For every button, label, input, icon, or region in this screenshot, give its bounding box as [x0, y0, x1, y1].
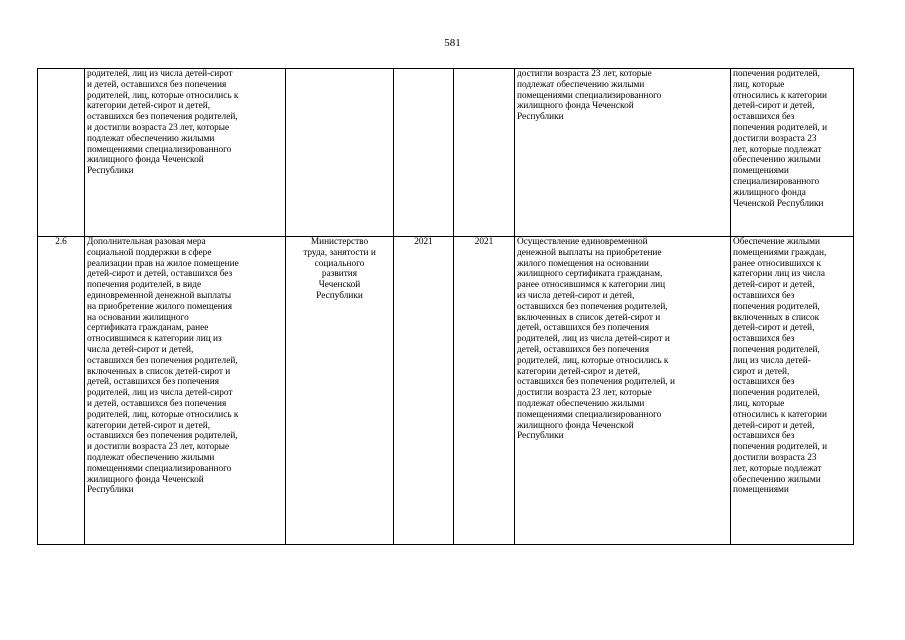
text-line: Республики — [517, 431, 564, 442]
text-line: оставшихся без попечения родителей, — [87, 112, 238, 123]
text-line: подлежат обеспечению жилыми — [517, 398, 645, 409]
text-line: достигли возраста 23 лет, которые — [517, 69, 652, 79]
text-line: категории детей-сирот и детей, — [517, 366, 641, 377]
text-line: Обеспечение жилыми — [733, 237, 821, 247]
table-body — [38, 69, 854, 545]
text-line: оставшихся без попечения родителей, — [87, 355, 238, 366]
text-line: относились к категории — [733, 90, 827, 101]
text-line: обеспечению жилыми — [733, 155, 821, 166]
text-line: лет, которые подлежат — [733, 463, 822, 474]
program-table — [37, 68, 854, 545]
text-line: попечения родителей, и — [733, 442, 828, 453]
text-line: лиц из числа детей- — [733, 355, 811, 366]
text-line: подлежат обеспечению жилыми — [87, 452, 215, 463]
text-line: попечения родителей, — [733, 388, 820, 399]
text-line: подлежат обеспечению жилыми — [87, 133, 215, 144]
text-line: жилищного фонда — [733, 187, 806, 198]
text-line: труда, занятости и — [303, 247, 376, 258]
text-line: подлежат обеспечению жилыми — [517, 79, 645, 90]
text-line: включенных в список детей-сирот и — [87, 366, 231, 377]
table-row — [38, 69, 854, 237]
text-line: жилищного фонда Чеченской — [517, 101, 634, 112]
text-line: помещениями — [733, 485, 789, 496]
text-line: из числа детей-сирот и детей, — [517, 290, 635, 301]
text-line: относились к категории — [733, 409, 827, 420]
text-line: детей-сирот и детей, — [733, 420, 815, 431]
page-number: 581 — [444, 37, 461, 49]
text-line: включенных в список — [733, 312, 820, 323]
text-line: помещениями специализированного — [517, 90, 662, 101]
text-line: сертификата гражданам, ранее — [87, 323, 209, 334]
text-line: оставшихся без попечения родителей, — [517, 301, 668, 312]
text-line: Дополнительная разовая мера — [87, 237, 206, 247]
text-line: родителей, лиц, которые относились к — [87, 409, 239, 420]
cell-indicator — [731, 237, 854, 545]
text-line: включенных в список детей-сирот и — [517, 312, 661, 323]
text-line: обеспечению жилыми — [733, 474, 821, 485]
text-line: на приобретение жилого помещения — [87, 301, 232, 312]
text-line: детей-сирот и детей, — [733, 323, 815, 334]
text-line: родителей, лиц из числа детей-сирот и — [517, 334, 670, 345]
text-line: родителей, лиц, которые относились к — [87, 90, 239, 101]
text-line: специализированного — [733, 176, 820, 187]
cell-year-end — [454, 69, 515, 237]
text-line: Республики — [87, 166, 134, 177]
text-line: детей, оставшихся без попечения — [517, 344, 649, 355]
text-line: попечения родителей, — [733, 344, 820, 355]
text-line: единовременной денежной выплаты — [87, 290, 232, 301]
text-line: родителей, лиц, которые относились к — [517, 355, 669, 366]
cell-result — [515, 69, 731, 237]
text-line: оставшихся без попечения родителей, и — [517, 377, 675, 388]
cell-result — [515, 237, 731, 545]
text-line: помещениями — [733, 166, 789, 177]
text-line: жилищного сертификата гражданам, — [517, 269, 663, 280]
text-line: жилищного фонда Чеченской — [87, 474, 204, 485]
text-line: социального — [314, 258, 365, 269]
text-line: категории лиц из числа — [733, 269, 826, 280]
text-line: и достигли возраста 23 лет, которые — [87, 122, 230, 133]
cell-executor — [286, 237, 394, 545]
text-line: Республики — [316, 290, 363, 301]
text-line: категории детей-сирот и детей, — [87, 420, 211, 431]
text-line: достигли возраста 23 — [733, 452, 817, 463]
text-line: лет, которые подлежат — [733, 144, 822, 155]
text-line: детей, оставшихся без попечения — [517, 323, 649, 334]
text-line: достигли возраста 23 лет, которые — [517, 388, 652, 399]
text-line: Министерство — [310, 237, 369, 247]
text-line: попечения родителей, — [733, 69, 820, 79]
text-line: развития — [321, 269, 358, 280]
cell-year-start — [394, 69, 454, 237]
text-line: жилого помещения на основании — [517, 258, 649, 269]
text-line: помещениями специализированного — [87, 463, 232, 474]
text-line: жилищного фонда Чеченской — [517, 420, 634, 431]
text-line: денежной выплаты на приобретение — [517, 247, 662, 258]
text-line: оставшихся без — [733, 377, 795, 388]
text-line: оставшихся без — [733, 334, 795, 345]
text-line: Чеченской — [318, 280, 361, 291]
text-line: детей-сирот и детей, — [733, 280, 815, 291]
text-line: попечения родителей, — [733, 301, 820, 312]
text-line: детей-сирот и детей, оставшихся без — [87, 269, 233, 280]
text-line: Чеченской Республики — [733, 198, 824, 209]
cell-year-start: 2021 — [394, 237, 454, 545]
text-line: попечения родителей, в виде — [87, 280, 202, 291]
cell-measure — [85, 69, 286, 237]
text-line: оставшихся без — [733, 290, 795, 301]
cell-executor — [286, 69, 394, 237]
text-line: оставшихся без — [733, 112, 795, 123]
text-line: Республики — [517, 112, 564, 123]
text-line: родителей, лиц из числа детей-сирот — [87, 388, 233, 399]
text-line: реализации прав на жилое помещение — [87, 258, 239, 269]
text-line: и детей, оставшихся без попечения — [87, 79, 227, 90]
text-line: помещениями специализированного — [87, 144, 232, 155]
table-row — [38, 237, 854, 545]
text-line: помещениями граждан, — [733, 247, 827, 258]
text-line: категории детей-сирот и детей, — [87, 101, 211, 112]
text-line: Республики — [87, 485, 134, 496]
cell-number — [38, 69, 85, 237]
text-line: детей-сирот и детей, — [733, 101, 815, 112]
text-line: родителей, лиц из числа детей-сирот — [87, 69, 233, 79]
text-line: детей, оставшихся без попечения — [87, 377, 219, 388]
text-line: ранее относившимся к категории лиц — [517, 280, 666, 291]
text-line: и достигли возраста 23 лет, которые — [87, 442, 230, 453]
text-line: достигли возраста 23 — [733, 133, 817, 144]
cell-measure — [85, 237, 286, 545]
text-line: ранее относившихся к — [733, 258, 822, 269]
cell-number: 2.6 — [38, 237, 85, 545]
text-line: оставшихся без — [733, 431, 795, 442]
text-line: социальной поддержки в сфере — [87, 247, 212, 258]
text-line: оставшихся без попечения родителей, — [87, 431, 238, 442]
text-line: попечения родителей, и — [733, 122, 828, 133]
text-line: на основании жилищного — [87, 312, 189, 323]
cell-year-end: 2021 — [454, 237, 515, 545]
text-line: и детей, оставшихся без попечения — [87, 398, 227, 409]
text-line: лиц, которые — [733, 398, 785, 409]
text-line: относившимся к категории лиц из — [87, 334, 222, 345]
cell-indicator — [731, 69, 854, 237]
text-line: числа детей-сирот и детей, — [87, 344, 194, 355]
text-line: жилищного фонда Чеченской — [87, 155, 204, 166]
text-line: помещениями специализированного — [517, 409, 662, 420]
text-line: сирот и детей, — [733, 366, 790, 377]
text-line: лиц, которые — [733, 79, 785, 90]
text-line: Осуществление единовременной — [517, 237, 648, 247]
